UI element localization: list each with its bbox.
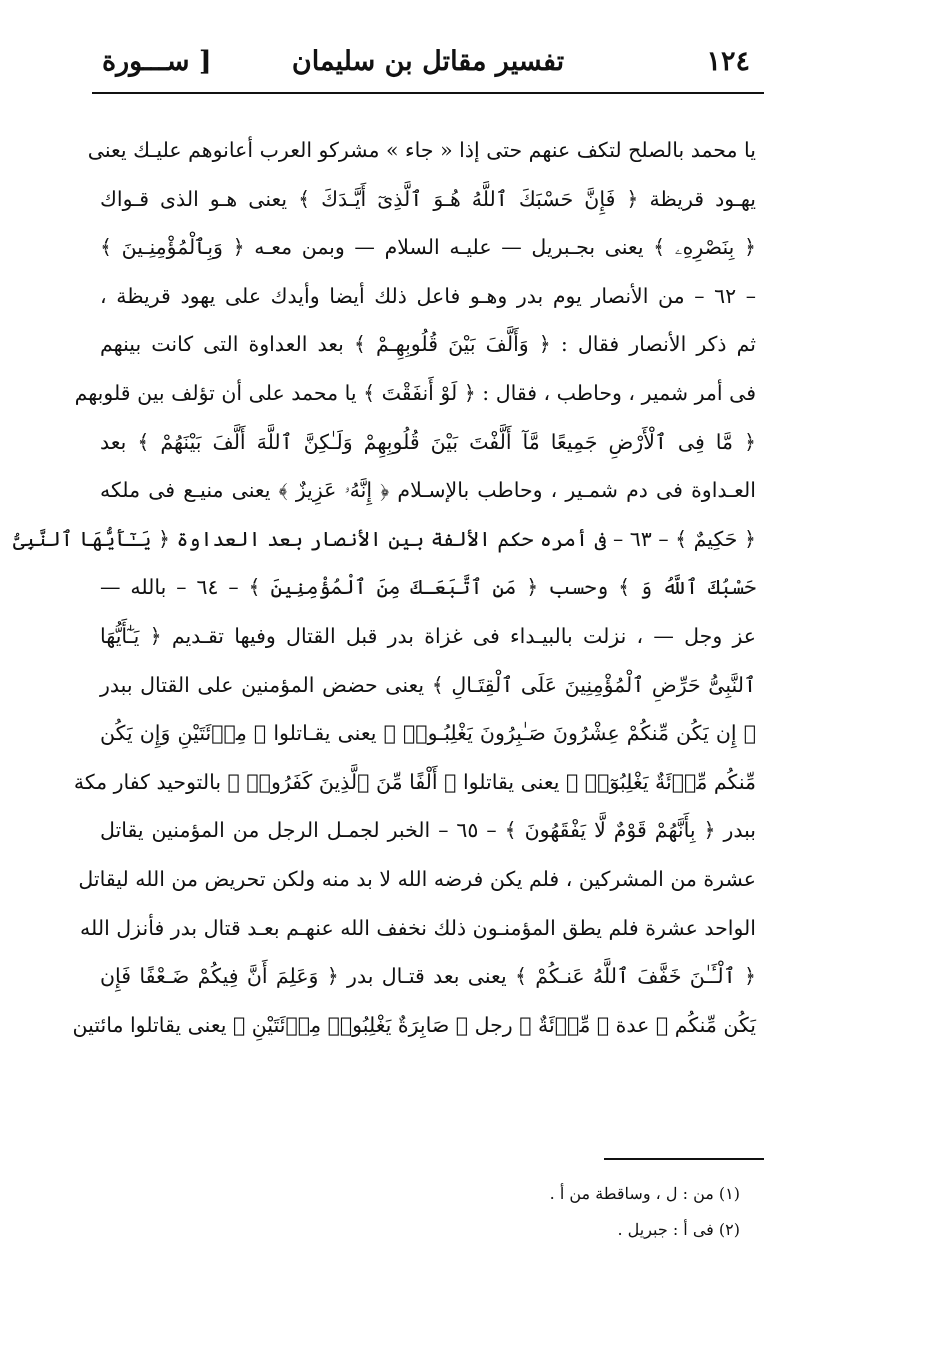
text-line: عز وجل — ، نزلت بالبيـداء فى غزاة بدر قبل القتال وفيها تقـديم ﴿ يَـٰٓأَيُّهَا (100, 623, 756, 648)
text-line: عشرة من المشركين ، فلم يكن فرضه الله لا بد منه ولكن تحريض من الله ليقاتل (78, 866, 756, 891)
text-line: ٱلنَّبِىُّ حَرِّضِ ٱلْمُؤْمِنِينَ عَلَى ٱلْقِتَـالِ ﴾ يعنى حضض المؤمنين على القتال ببدر (100, 672, 756, 697)
footnote-1: (١) من : ل ، وساقطة من أ . (549, 1184, 740, 1203)
text-line: يا محمد بالصلح لتكف عنهم حتى إذا « جاء » مشركو العرب أعانوهم عليـك يعنى (87, 138, 756, 162)
text-line: الواحد عشرة فلم يطق المؤمنـون ذلك نخفف الله عنهـم بعـد قتال بدر فأنزل الله (80, 915, 756, 940)
page-number: ١٢٤ (706, 46, 750, 77)
text-line: ﴿ مَّا فِى ٱلْأَرْضِ جَمِيعًا مَّآ أَلَّفْتَ بَيْنَ قُلُوبِهِمْ وَلَـٰكِنَّ ٱللَّهَ أَلَّفَ بَيْنَهُمْ ﴾ بعد (100, 429, 756, 454)
text-line: ﴿ ٱلْـَٔـٰنَ خَفَّفَ ٱللَّهُ عَنـكُمْ ﴾ يعنى بعد قتـال بدر ﴿ وَعَلِمَ أَنَّ فِيكُمْ ضَـعْفًا فَإِن (100, 964, 756, 989)
text-line: يَكُن مِّنكُم ﴾ عدة ﴿ مِّا۟ئَةٌ ﴾ رجل ﴿ صَابِرَةٌ يَغْلِبُوا۟ مِا۟ئَتَيْنِ ﴾ يعنى يقاتلوا مائتين (72, 1012, 756, 1037)
text-line: ﴿ حَكِيمٌ ﴾ – ٦٣ – فى أمره حكم الألفة بين الأنصار بعد العداوة ﴿ يَـٰٓأَيُّهَا ٱلنَّبِىُّ (12, 526, 756, 551)
text-line: ثم ذكر الأنصار فقال : ﴿ وَأَلَّفَ بَيْنَ قُلُوبِهِـمْ ﴾ بعد العداوة التى كانت بينهم (100, 332, 756, 357)
text-line: يهـود قريظة ﴿ فَإِنَّ حَسْبَكَ ٱللَّهُ هُـوَ ٱلَّذِىٓ أَيَّـدَكَ ﴾ يعنى هـو الذى قـواك (100, 186, 756, 211)
footnote-divider (604, 1158, 764, 1160)
surah-label: [ ســـورة (102, 46, 212, 77)
main-text (12, 126, 756, 1049)
text-line: ﴿ إِن يَكُن مِّنكُمْ عِشْرُونَ صَـٰبِرُونَ يَغْلِبُـوا۟ ﴾ يعنى يقـاتلوا ﴿ مِا۟ئَتَيْنِ وَإِن يَكُن (100, 721, 756, 746)
text-line: فى أمر شمير ، وحاطب ، فقال : ﴿ لَوْ أَنفَقْتَ ﴾ يا محمد على أن تؤلف بين قلوبهم (74, 380, 756, 405)
text-line: مِّنكُم مِّا۟ئَةٌ يَغْلِبُوٓا۟ ﴾ يعنى يقاتلوا ﴿ أَلْفًا مِّنَ ٱلَّذِينَ كَفَرُوا۟ ﴾ بالتوحيد كفار مكة (73, 769, 756, 794)
text-line: ببدر ﴿ بِأَنَّهُمْ قَوْمٌ لَّا يَفْقَهُونَ ﴾ – ٦٥ – الخبر لجمـل الرجل من المؤمنين يقاتل (100, 818, 756, 843)
page-header (92, 42, 764, 92)
text-line: حَسْبُكَ ٱللَّهُ وَ ﴾ وحسب ﴿ مَنِ ٱتَّبَعَـكَ مِنَ ٱلْمُؤْمِنِينَ ﴾ – ٦٤ – بالله — (100, 575, 756, 600)
text-line: ﴿ بِنَصْرِهِۦ ﴾ يعنى بجـبريل — عليـه السلام — وبمن معـه ﴿ وَبِٱلْمُؤْمِنِـينَ ﴾ (100, 235, 756, 260)
book-title: تفسير مقاتل بن سليمان (291, 46, 565, 77)
text-line: العـداوة فى دم شمـير ، وحاطب بالإسـلام ﴿ إِنَّهُۥ عَزِيزٌ ﴾ يعنى منيـع فى ملكه (100, 478, 756, 503)
header-divider (92, 92, 764, 94)
text-line: – ٦٢ – من الأنصار يوم بدر وهـو فاعل ذلك أيضا وأيدك على يهود قريظة ، (100, 283, 756, 308)
footnote-2: (٢) فى أ : جبريل . (617, 1220, 740, 1239)
footnotes (360, 1176, 740, 1248)
